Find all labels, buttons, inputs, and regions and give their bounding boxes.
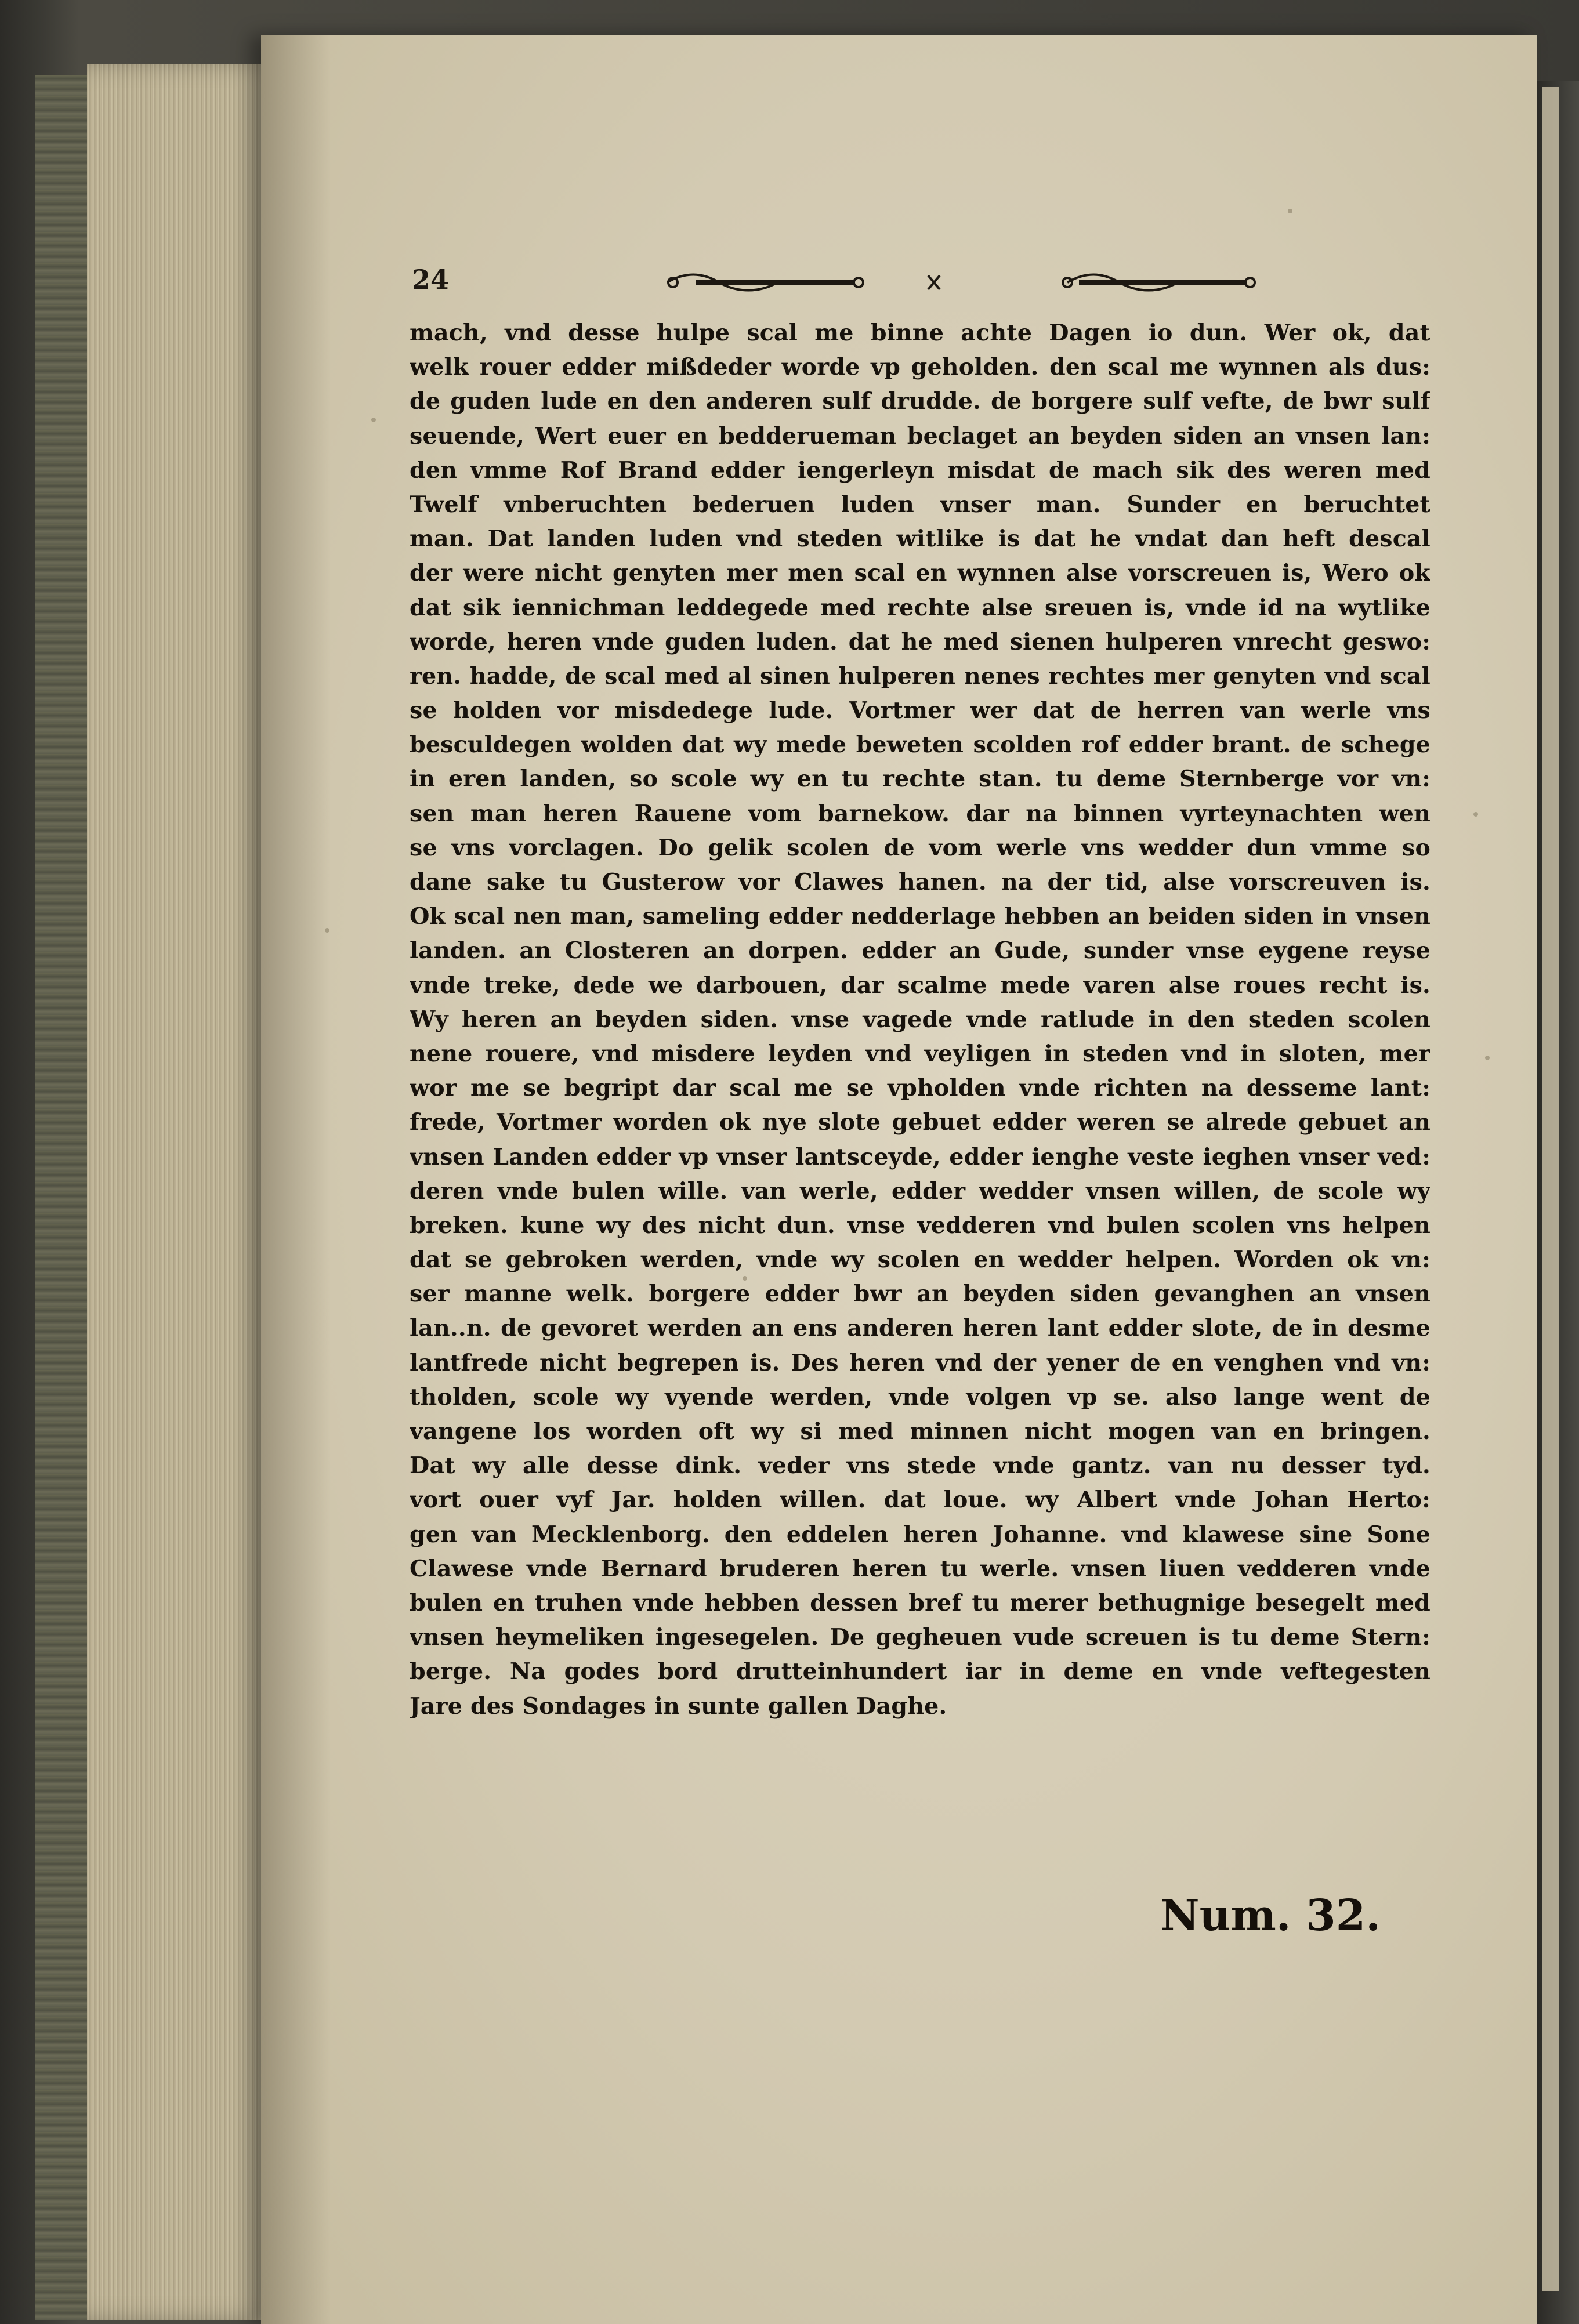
text-line: seuende, Wert euer en bedderueman beclaget an beyden siden an vnsen lan: [410, 422, 1430, 449]
page-header [412, 264, 1433, 304]
text-line: ren. hadde, de scal med al sinen hulperen nenes rechtes mer genyten vnd scal [410, 662, 1430, 690]
text-line: Dat wy alle desse dink. veder vns stede vnde gantz. van nu desser tyd. [410, 1452, 1430, 1480]
page-edges-stack [87, 64, 278, 2320]
text-line: tholden, scole wy vyende werden, vnde volgen vp se. also lange went de [410, 1383, 1430, 1411]
text-line: frede, Vortmer worden ok nye slote gebuet edder weren se alrede gebuet an [410, 1109, 1430, 1136]
text-line: Twelf vnberuchten bederuen luden vnser man. Sunder en beruchtet [410, 491, 1430, 518]
text-line: vort ouer vyf Jar. holden willen. dat loue. wy Albert vnde Johan Herto: [410, 1487, 1430, 1514]
text-line: ser manne welk. borgere edder bwr an beyden siden gevanghen an vnsen [410, 1281, 1430, 1308]
gutter-shadow [261, 35, 331, 2324]
text-line: sen man heren Rauene vom barnekow. dar na binnen vyrteynachten wen [410, 800, 1430, 827]
text-line: nene rouere, vnd misdere leyden vnd veyligen in steden vnd in sloten, mer [410, 1040, 1430, 1067]
text-line: dat sik iennichman leddegede med rechte alse sreuen is, vnde id na wytlike [410, 594, 1430, 621]
catchword: Num. 32. [1160, 1891, 1381, 1941]
text-line: vnde treke, dede we darbouen, dar scalme mede varen alse roues recht is. [410, 971, 1430, 999]
header-ornament [661, 271, 1259, 294]
text-line: lan..n. de gevoret werden an ens anderen heren lant edder slote, de in desme [410, 1315, 1430, 1342]
text-line: in eren landen, so scole wy en tu rechte stan. tu deme Sternberge vor vn: [410, 766, 1430, 793]
text-line: se vns vorclagen. Do gelik scolen de vom werle vns wedder dun vmme so [410, 834, 1430, 861]
text-line: welk rouer edder mißdeder worde vp geholden. den scal me wynnen als dus: [410, 354, 1430, 381]
text-line: breken. kune wy des nicht dun. vnse vedderen vnd bulen scolen vns helpen [410, 1212, 1430, 1239]
text-line: dat se gebroken werden, vnde wy scolen en wedder helpen. Worden ok vn: [410, 1246, 1430, 1274]
text-line: landen. an Closteren an dorpen. edder an Gude, sunder vnse eygene reyse [410, 937, 1430, 965]
text-line: der were nicht genyten mer men scal en wynnen alse vorscreuen is, Wero ok [410, 560, 1430, 587]
text-line: gen van Mecklenborg. den eddelen heren Johanne. vnd klawese sine Sone [410, 1521, 1430, 1548]
document-body-text [410, 316, 1430, 1724]
text-line: vnsen heymeliken ingesegelen. De gegheuen vude screuen is tu deme Stern: [410, 1624, 1430, 1651]
text-line: deren vnde bulen wille. van werle, edder wedder vnsen willen, de scole wy [410, 1177, 1430, 1205]
text-line: Ok scal nen man, sameling edder nedderlage hebben an beiden siden in vnsen [410, 903, 1430, 930]
text-line: berge. Na godes bord drutteinhundert iar in deme en vnde veftegesten [410, 1658, 1430, 1685]
text-line: mach, vnd desse hulpe scal me binne achte Dagen io dun. Wer ok, dat [410, 320, 1430, 346]
text-line: Clawese vnde Bernard bruderen heren tu werle. vnsen liuen vedderen vnde [410, 1555, 1430, 1582]
text-line: Jare des Sondages in sunte gallen Daghe. [410, 1692, 947, 1720]
text-line: worde, heren vnde guden luden. dat he med sienen hulperen vnrecht geswo: [410, 628, 1430, 655]
text-line: se holden vor misdedege lude. Vortmer wer dat de herren van werle vns [410, 697, 1430, 724]
text-line: wor me se begript dar scal me se vpholden vnde richten na desseme lant: [410, 1075, 1430, 1102]
page-number: 24 [412, 264, 450, 295]
text-line: besculdegen wolden dat wy mede beweten scolden rof edder brant. de schege [410, 731, 1430, 759]
text-line: vangene los worden oft wy si med minnen nicht mogen van en bringen. [410, 1418, 1430, 1445]
right-page-edge [1537, 81, 1579, 2324]
text-line: den vmme Rof Brand edder iengerleyn misdat de mach sik des weren med [410, 456, 1430, 484]
text-line: bulen en truhen vnde hebben dessen bref tu merer bethugnige besegelt med [410, 1589, 1430, 1616]
text-line: dane sake tu Gusterow vor Clawes hanen. na der tid, alse vorscreuven is. [410, 869, 1430, 895]
text-line: Wy heren an beyden siden. vnse vagede vnde ratlude in den steden scolen [410, 1006, 1430, 1033]
text-line: man. Dat landen luden vnd steden witlike is dat he vndat dan heft descal [410, 525, 1430, 553]
text-line: de guden lude en den anderen sulf drudde. de borgere sulf vefte, de bwr sulf [410, 388, 1430, 415]
text-line: vnsen Landen edder vp vnser lantsceyde, edder ienghe veste ieghen vnser ved: [410, 1143, 1430, 1170]
text-line: lantfrede nicht begrepen is. Des heren vnd der yener de en venghen vnd vn: [410, 1349, 1430, 1376]
